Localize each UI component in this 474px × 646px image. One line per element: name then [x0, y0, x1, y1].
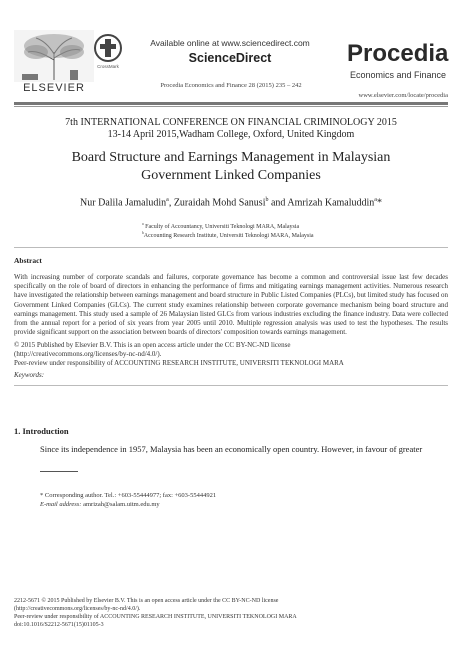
author-name: , Zuraidah Mohd Sanusi [168, 197, 266, 209]
affiliation-text: Accounting Research Institute, Universiti Teknologi MARA, Malaysia [143, 233, 314, 239]
keywords-label: Keywords: [14, 371, 45, 379]
journal-subtitle: Economics and Finance [350, 70, 447, 80]
sciencedirect-logo[interactable]: ScienceDirect [188, 51, 272, 65]
affiliation-mark: a [374, 197, 377, 203]
corresponding-mark: * [376, 197, 382, 209]
affiliation-a [142, 222, 402, 230]
affiliation-mark: b [142, 231, 144, 235]
section-divider [14, 385, 448, 386]
paper-title-line1: Board Structure and Earnings Management in Malaysian [71, 150, 391, 165]
conference-name: 7th INTERNATIONAL CONFERENCE ON FINANCIAL CRIMINOLOGY 2015 [65, 117, 397, 128]
affiliation-mark: b [265, 197, 269, 203]
header-rule [14, 102, 448, 105]
email-line [40, 501, 450, 508]
bottom-license-link[interactable]: (http://creativecommons.org/licenses/by-nc-nd/4.0/). [14, 606, 141, 612]
author-list [14, 197, 448, 208]
crossmark-icon[interactable] [94, 34, 122, 62]
crossmark-label: CrossMark [97, 64, 119, 69]
email-label: E-mail address: [40, 501, 82, 508]
affiliation-mark: a [142, 222, 144, 226]
introduction-text: Since its independence in 1957, Malaysia has been an economically open country. However, in favour of greater [40, 444, 423, 454]
journal-reference: Procedia Economics and Finance 28 (2015) 235 – 242 [160, 82, 302, 89]
email-address[interactable]: amrizah@salam.uitm.edu.my [81, 501, 160, 508]
paper-title-line2: Government Linked Companies [141, 168, 321, 183]
journal-url-link[interactable]: www.elsevier.com/locate/procedia [358, 92, 448, 99]
peer-review-line: Peer-review under responsibility of ACCOUNTING RESEARCH INSTITUTE, UNIVERSITI TEKNOLOGI MARA [14, 359, 344, 367]
publisher-name: ELSEVIER [23, 82, 85, 94]
corresponding-author: * Corresponding author. Tel.: +603-55444977; fax: +603-55444921 [40, 492, 217, 499]
available-online-text: Available online at www.sciencedirect.com [150, 38, 310, 48]
issn-copyright: 2212-5671 © 2015 Published by Elsevier B.V. This is an open access article under the CC BY-NC-ND license [14, 598, 279, 604]
affiliation-b [142, 231, 402, 239]
footnote-rule [40, 471, 78, 472]
license-link[interactable]: (http://creativecommons.org/licenses/by-nc-nd/4.0/). [14, 350, 162, 358]
affiliation-text: Faculty of Accountancy, Universiti Teknologi MARA, Malaysia [143, 224, 300, 230]
introduction-heading: 1. Introduction [14, 426, 69, 436]
copyright-line: © 2015 Published by Elsevier B.V. This is an open access article under the CC BY-NC-ND license [14, 341, 291, 349]
header-rule-thin [14, 106, 448, 107]
conference-date-place: 13-14 April 2015,Wadham College, Oxford, United Kingdom [107, 129, 355, 140]
author-name: and Amrizah Kamaluddin [268, 197, 375, 209]
abstract-heading: Abstract [14, 256, 42, 265]
section-divider [14, 247, 448, 248]
doi-link[interactable]: doi:10.1016/S2212-5671(15)01105-3 [14, 622, 104, 628]
bottom-peer-review: Peer-review under responsibility of ACCOUNTING RESEARCH INSTITUTE, UNIVERSITI TEKNOLOGI MARA [14, 614, 297, 620]
author-name: Nur Dalila Jamaludin [80, 197, 167, 209]
abstract-body: With increasing number of corporate scandals and failures, corporate governance has become a common and controversial issue last few decades specifically on the role of board of directors in enhancing the performance of firms and mitigating earnings management activities. Numerous research have investigated the relationship between earnings management and board structure in Public Listed Companies (PLCs), but limited study has focused on Government Linked Companies (GLCs). The current study examines relationship between corporate governance mechanism being board structure and earnings management. This study used a sample of 26 Malaysian listed GLCs from various industries excluding the finance industry. Data were collected from the annual report for a period of six years from year 2005 until 2010. Multiple regression analysis was used to test the hypotheses. The results provide significant support on the association between boards of directors' composition towards earnings management. [14, 273, 448, 337]
affiliation-mark: a [166, 197, 169, 203]
journal-title: Procedia [347, 40, 449, 67]
